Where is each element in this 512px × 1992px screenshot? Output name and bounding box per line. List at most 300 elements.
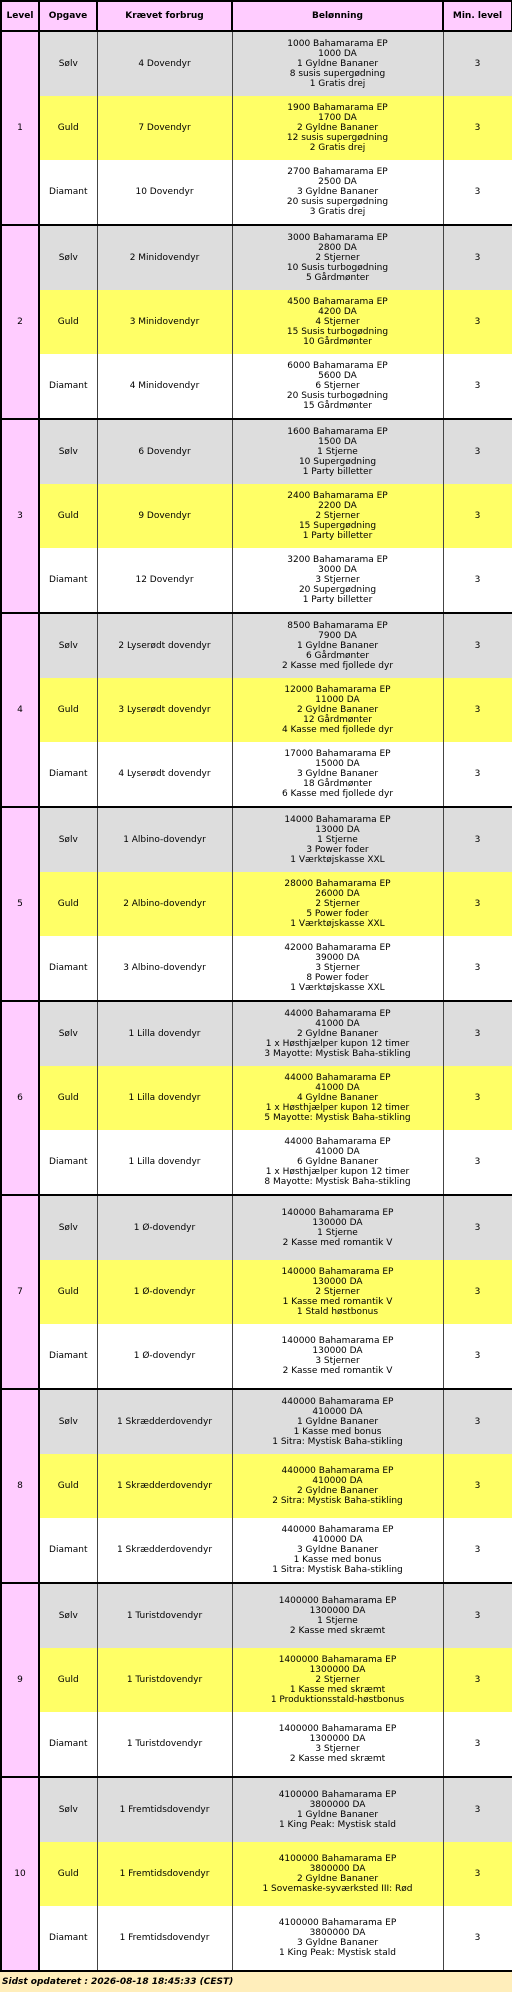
reward-line: 15 Gårdmønter <box>303 401 372 411</box>
required-cell: 1 Skrædderdovendyr <box>97 1518 232 1583</box>
required-cell: 1 Skrædderdovendyr <box>97 1454 232 1518</box>
task-cell: Sølv <box>39 1583 97 1648</box>
reward-cell <box>232 419 443 484</box>
table-row <box>1 1195 512 1260</box>
reward-line: 1 Sitra: Mystisk Baha-stikling <box>272 1437 403 1447</box>
required-cell: 1 Fremtidsdovendyr <box>97 1906 232 1971</box>
reward-line: 3000 DA <box>318 565 357 575</box>
reward-cell <box>232 1648 443 1712</box>
reward-line: 41000 DA <box>315 1019 360 1029</box>
table-row <box>1 1906 512 1971</box>
reward-line: 4100000 Bahamarama EP <box>278 1854 397 1864</box>
reward-line: 1 Party billetter <box>302 467 373 477</box>
header-min-level: Min. level <box>443 1 512 31</box>
level-cell: 10 <box>1 1777 39 1971</box>
reward-line: 4500 Bahamarama EP <box>287 297 388 307</box>
header-required: Krævet forbrug <box>97 1 232 31</box>
reward-line: 17000 Bahamarama EP <box>284 749 391 759</box>
reward-line: 6 Stjerner <box>315 381 360 391</box>
reward-line: 1 Gyldne Bananer <box>296 1417 379 1427</box>
table-row <box>1 1583 512 1648</box>
table-row <box>1 1518 512 1583</box>
reward-cell <box>232 613 443 678</box>
reward-line: 44000 Bahamarama EP <box>284 1009 391 1019</box>
reward-line: 13000 DA <box>315 825 360 835</box>
task-cell: Guld <box>39 1454 97 1518</box>
required-cell: 2 Minidovendyr <box>97 225 232 290</box>
task-cell: Sølv <box>39 1389 97 1454</box>
reward-line: 5 Power foder <box>306 909 369 919</box>
reward-line: 3800000 DA <box>309 1864 366 1874</box>
reward-line: 1 Gyldne Bananer <box>296 59 379 69</box>
min-level-cell: 3 <box>443 484 512 548</box>
reward-line: 1 Sitra: Mystisk Baha-stikling <box>272 1565 403 1575</box>
reward-line: 6 Gyldne Bananer <box>296 1157 379 1167</box>
required-cell: 1 Ø-dovendyr <box>97 1260 232 1324</box>
task-cell: Diamant <box>39 936 97 1001</box>
min-level-cell: 3 <box>443 807 512 872</box>
task-cell: Diamant <box>39 1712 97 1777</box>
min-level-cell: 3 <box>443 1777 512 1842</box>
table-row <box>1 678 512 742</box>
reward-line: 1 Værktøjskasse XXL <box>290 855 385 865</box>
reward-line: 1 Produktionsstald-høstbonus <box>270 1695 405 1705</box>
reward-line: 20 Susis turbogødning <box>286 391 389 401</box>
reward-line: 28000 Bahamarama EP <box>284 879 391 889</box>
task-cell: Sølv <box>39 225 97 290</box>
required-cell: 1 Turistdovendyr <box>97 1712 232 1777</box>
table-body <box>1 31 512 1971</box>
required-cell: 1 Ø-dovendyr <box>97 1195 232 1260</box>
reward-line: 1400000 Bahamarama EP <box>278 1724 397 1734</box>
reward-cell <box>232 678 443 742</box>
level-cell: 4 <box>1 613 39 807</box>
reward-line: 1300000 DA <box>309 1734 366 1744</box>
reward-line: 44000 Bahamarama EP <box>284 1073 391 1083</box>
reward-line: 3 Gyldne Bananer <box>296 1545 379 1555</box>
min-level-cell: 3 <box>443 1066 512 1130</box>
min-level-cell: 3 <box>443 225 512 290</box>
reward-line: 41000 DA <box>315 1147 360 1157</box>
reward-line: 1 King Peak: Mystisk stald <box>278 1820 397 1830</box>
reward-cell <box>232 354 443 419</box>
reward-line: 15 Supergødning <box>298 521 377 531</box>
reward-line: 2 Sitra: Mystisk Baha-stikling <box>272 1496 403 1506</box>
reward-line: 1 Gyldne Bananer <box>296 641 379 651</box>
table-row <box>1 1324 512 1389</box>
reward-cell <box>232 1454 443 1518</box>
reward-line: 1 Kasse med skræmt <box>289 1685 386 1695</box>
reward-line: 1 King Peak: Mystisk stald <box>278 1948 397 1958</box>
reward-line: 2 Stjerner <box>315 899 360 909</box>
reward-line: 12 Gårdmønter <box>303 715 372 725</box>
reward-line: 1 Stjerne <box>317 1228 358 1238</box>
table-row <box>1 936 512 1001</box>
min-level-cell: 3 <box>443 1583 512 1648</box>
reward-cell <box>232 1842 443 1906</box>
level-cell: 9 <box>1 1583 39 1777</box>
reward-line: 130000 DA <box>312 1346 363 1356</box>
table-row <box>1 1389 512 1454</box>
required-cell: 10 Dovendyr <box>97 160 232 225</box>
task-cell: Guld <box>39 290 97 354</box>
min-level-cell: 3 <box>443 1454 512 1518</box>
required-cell: 12 Dovendyr <box>97 548 232 613</box>
task-cell: Guld <box>39 96 97 160</box>
min-level-cell: 3 <box>443 1195 512 1260</box>
reward-line: 15 Susis turbogødning <box>286 327 389 337</box>
required-cell: 3 Minidovendyr <box>97 290 232 354</box>
reward-line: 2800 DA <box>318 243 357 253</box>
min-level-cell: 3 <box>443 96 512 160</box>
reward-line: 1 Stjerne <box>317 835 358 845</box>
min-level-cell: 3 <box>443 1906 512 1971</box>
required-cell: 7 Dovendyr <box>97 96 232 160</box>
reward-line: 410000 DA <box>312 1476 363 1486</box>
min-level-cell: 3 <box>443 936 512 1001</box>
reward-line: 2 Stjerner <box>315 1287 360 1297</box>
min-level-cell: 3 <box>443 872 512 936</box>
reward-line: 1300000 DA <box>309 1606 366 1616</box>
level-cell: 1 <box>1 31 39 225</box>
min-level-cell: 3 <box>443 613 512 678</box>
reward-line: 3800000 DA <box>309 1800 366 1810</box>
reward-line: 410000 DA <box>312 1407 363 1417</box>
table-header-row <box>1 1 512 31</box>
reward-cell <box>232 1130 443 1195</box>
required-cell: 4 Lyserødt dovendyr <box>97 742 232 807</box>
table-row <box>1 1842 512 1906</box>
reward-cell <box>232 31 443 96</box>
reward-line: 8 Mayotte: Mystisk Baha-stikling <box>264 1177 411 1187</box>
reward-line: 20 Supergødning <box>298 585 377 595</box>
table-row <box>1 1777 512 1842</box>
reward-line: 1 Kasse med bonus <box>293 1427 382 1437</box>
task-cell: Sølv <box>39 419 97 484</box>
task-cell: Diamant <box>39 742 97 807</box>
reward-line: 2 Gyldne Bananer <box>296 705 379 715</box>
task-cell: Diamant <box>39 1130 97 1195</box>
reward-line: 3000 Bahamarama EP <box>287 233 388 243</box>
reward-line: 2 Stjerner <box>315 511 360 521</box>
reward-line: 4 Gyldne Bananer <box>296 1093 379 1103</box>
reward-line: 3 Stjerner <box>315 575 360 585</box>
min-level-cell: 3 <box>443 742 512 807</box>
reward-line: 1 x Høsthjælper kupon 12 timer <box>265 1039 410 1049</box>
reward-line: 41000 DA <box>315 1083 360 1093</box>
reward-line: 1 Stjerne <box>317 447 358 457</box>
task-cell: Diamant <box>39 354 97 419</box>
min-level-cell: 3 <box>443 354 512 419</box>
reward-line: 11000 DA <box>315 695 360 705</box>
required-cell: 1 Skrædderdovendyr <box>97 1389 232 1454</box>
reward-line: 2 Kasse med skræmt <box>289 1626 386 1636</box>
table-row <box>1 31 512 96</box>
reward-cell <box>232 1389 443 1454</box>
reward-line: 3 Stjerner <box>315 1356 360 1366</box>
reward-line: 14000 Bahamarama EP <box>284 815 391 825</box>
min-level-cell: 3 <box>443 678 512 742</box>
reward-line: 10 Gårdmønter <box>303 337 372 347</box>
reward-line: 5600 DA <box>318 371 357 381</box>
required-cell: 2 Albino-dovendyr <box>97 872 232 936</box>
task-cell: Diamant <box>39 1518 97 1583</box>
reward-line: 130000 DA <box>312 1277 363 1287</box>
reward-line: 130000 DA <box>312 1218 363 1228</box>
table-row <box>1 872 512 936</box>
task-cell: Guld <box>39 1648 97 1712</box>
table-row <box>1 742 512 807</box>
reward-line: 3 Stjerner <box>315 1744 360 1754</box>
task-cell: Diamant <box>39 1324 97 1389</box>
reward-line: 5 Gårdmønter <box>305 273 370 283</box>
last-updated: Sidst opdateret : 2026-08-18 18:45:33 (CEST) <box>2 1977 234 1987</box>
task-cell: Sølv <box>39 1777 97 1842</box>
reward-line: 6 Kasse med fjollede dyr <box>281 789 394 799</box>
reward-line: 6000 Bahamarama EP <box>287 361 388 371</box>
required-cell: 3 Lyserødt dovendyr <box>97 678 232 742</box>
reward-line: 1 Kasse med bonus <box>293 1555 382 1565</box>
header-level: Level <box>1 1 39 31</box>
required-cell: 1 Lilla dovendyr <box>97 1001 232 1066</box>
reward-line: 1 Kasse med romantik V <box>282 1297 393 1307</box>
reward-cell <box>232 225 443 290</box>
reward-line: 2 Gyldne Bananer <box>296 1874 379 1884</box>
min-level-cell: 3 <box>443 1001 512 1066</box>
min-level-cell: 3 <box>443 31 512 96</box>
reward-cell <box>232 96 443 160</box>
task-cell: Diamant <box>39 160 97 225</box>
required-cell: 1 Turistdovendyr <box>97 1648 232 1712</box>
reward-line: 440000 Bahamarama EP <box>281 1525 394 1535</box>
min-level-cell: 3 <box>443 1389 512 1454</box>
required-cell: 1 Ø-dovendyr <box>97 1324 232 1389</box>
reward-line: 42000 Bahamarama EP <box>284 943 391 953</box>
reward-line: 10 Susis turbogødning <box>286 263 389 273</box>
reward-line: 2 Gyldne Bananer <box>296 1486 379 1496</box>
min-level-cell: 3 <box>443 160 512 225</box>
task-cell: Guld <box>39 484 97 548</box>
reward-line: 44000 Bahamarama EP <box>284 1137 391 1147</box>
required-cell: 1 Fremtidsdovendyr <box>97 1842 232 1906</box>
reward-cell <box>232 1001 443 1066</box>
reward-line: 1 Gyldne Bananer <box>296 1810 379 1820</box>
task-cell: Sølv <box>39 1001 97 1066</box>
task-cell: Guld <box>39 1260 97 1324</box>
task-cell: Sølv <box>39 31 97 96</box>
reward-line: 4200 DA <box>318 307 357 317</box>
reward-line: 2 Gyldne Bananer <box>296 1029 379 1039</box>
reward-cell <box>232 160 443 225</box>
reward-line: 1 Stald høstbonus <box>296 1307 379 1317</box>
reward-line: 1900 Bahamarama EP <box>287 103 388 113</box>
reward-line: 1400000 Bahamarama EP <box>278 1655 397 1665</box>
reward-line: 1 Party billetter <box>302 531 373 541</box>
required-cell: 4 Minidovendyr <box>97 354 232 419</box>
reward-line: 3 Power foder <box>306 845 369 855</box>
reward-line: 1 Sovemaske-syværksted III: Rød <box>262 1884 413 1894</box>
table-row <box>1 354 512 419</box>
task-cell: Sølv <box>39 613 97 678</box>
reward-line: 3 Gyldne Bananer <box>296 187 379 197</box>
level-cell: 8 <box>1 1389 39 1583</box>
reward-line: 410000 DA <box>312 1535 363 1545</box>
reward-line: 8 susis supergødning <box>289 69 386 79</box>
min-level-cell: 3 <box>443 1648 512 1712</box>
reward-cell <box>232 936 443 1001</box>
reward-line: 12 susis supergødning <box>286 133 389 143</box>
reward-line: 2500 DA <box>318 177 357 187</box>
min-level-cell: 3 <box>443 290 512 354</box>
table-row <box>1 1712 512 1777</box>
reward-line: 1 x Høsthjælper kupon 12 timer <box>265 1103 410 1113</box>
min-level-cell: 3 <box>443 1518 512 1583</box>
reward-line: 2 Kasse med romantik V <box>282 1238 393 1248</box>
reward-line: 12000 Bahamarama EP <box>284 685 391 695</box>
table-row <box>1 1130 512 1195</box>
header-reward: Belønning <box>232 1 443 31</box>
reward-line: 1500 DA <box>318 437 357 447</box>
reward-line: 2400 Bahamarama EP <box>287 491 388 501</box>
table-row <box>1 807 512 872</box>
required-cell: 9 Dovendyr <box>97 484 232 548</box>
reward-line: 2700 Bahamarama EP <box>287 167 388 177</box>
min-level-cell: 3 <box>443 1842 512 1906</box>
reward-line: 3200 Bahamarama EP <box>287 555 388 565</box>
reward-cell <box>232 1777 443 1842</box>
level-cell: 5 <box>1 807 39 1001</box>
reward-cell <box>232 548 443 613</box>
reward-line: 1 x Høsthjælper kupon 12 timer <box>265 1167 410 1177</box>
reward-line: 1 Party billetter <box>302 595 373 605</box>
table-row <box>1 1648 512 1712</box>
task-cell: Guld <box>39 1066 97 1130</box>
reward-line: 3 Gratis drej <box>309 207 366 217</box>
reward-line: 2 Kasse med romantik V <box>282 1366 393 1376</box>
reward-line: 26000 DA <box>315 889 360 899</box>
reward-line: 3 Mayotte: Mystisk Baha-stikling <box>264 1049 411 1059</box>
reward-line: 3800000 DA <box>309 1928 366 1938</box>
reward-cell <box>232 1906 443 1971</box>
reward-line: 2 Kasse med skræmt <box>289 1754 386 1764</box>
reward-line: 1700 DA <box>318 113 357 123</box>
task-cell: Guld <box>39 872 97 936</box>
table-row <box>1 160 512 225</box>
reward-cell <box>232 1712 443 1777</box>
reward-line: 2200 DA <box>318 501 357 511</box>
reward-cell <box>232 484 443 548</box>
reward-line: 3 Gyldne Bananer <box>296 769 379 779</box>
required-cell: 6 Dovendyr <box>97 419 232 484</box>
reward-cell <box>232 807 443 872</box>
table-row <box>1 1066 512 1130</box>
reward-line: 4100000 Bahamarama EP <box>278 1918 397 1928</box>
reward-cell <box>232 1583 443 1648</box>
reward-line: 1000 Bahamarama EP <box>287 39 388 49</box>
reward-line: 140000 Bahamarama EP <box>281 1208 394 1218</box>
reward-line: 1400000 Bahamarama EP <box>278 1596 397 1606</box>
task-cell: Diamant <box>39 1906 97 1971</box>
table-row <box>1 1454 512 1518</box>
required-cell: 1 Turistdovendyr <box>97 1583 232 1648</box>
level-cell: 2 <box>1 225 39 419</box>
task-cell: Sølv <box>39 1195 97 1260</box>
reward-cell <box>232 1518 443 1583</box>
table-row <box>1 225 512 290</box>
required-cell: 1 Albino-dovendyr <box>97 807 232 872</box>
reward-line: 10 Supergødning <box>298 457 377 467</box>
reward-line: 5 Mayotte: Mystisk Baha-stikling <box>264 1113 411 1123</box>
reward-line: 2 Kasse med fjollede dyr <box>281 661 394 671</box>
table-row <box>1 1001 512 1066</box>
reward-cell <box>232 872 443 936</box>
required-cell: 3 Albino-dovendyr <box>97 936 232 1001</box>
reward-line: 1 Stjerne <box>317 1616 358 1626</box>
reward-cell <box>232 290 443 354</box>
reward-line: 140000 Bahamarama EP <box>281 1267 394 1277</box>
reward-line: 8 Power foder <box>306 973 369 983</box>
required-cell: 1 Fremtidsdovendyr <box>97 1777 232 1842</box>
min-level-cell: 3 <box>443 419 512 484</box>
required-cell: 1 Lilla dovendyr <box>97 1066 232 1130</box>
reward-line: 140000 Bahamarama EP <box>281 1336 394 1346</box>
reward-cell <box>232 1066 443 1130</box>
reward-line: 1 Gratis drej <box>309 79 366 89</box>
reward-cell <box>232 1195 443 1260</box>
table-row <box>1 613 512 678</box>
header-task: Opgave <box>39 1 97 31</box>
reward-line: 18 Gårdmønter <box>303 779 372 789</box>
level-cell: 7 <box>1 1195 39 1389</box>
min-level-cell: 3 <box>443 1260 512 1324</box>
reward-line: 4 Stjerner <box>315 317 360 327</box>
reward-line: 39000 DA <box>315 953 360 963</box>
task-cell: Diamant <box>39 548 97 613</box>
task-cell: Guld <box>39 1842 97 1906</box>
reward-line: 2 Stjerner <box>315 253 360 263</box>
reward-line: 7900 DA <box>318 631 357 641</box>
reward-line: 20 susis supergødning <box>286 197 389 207</box>
min-level-cell: 3 <box>443 1130 512 1195</box>
table-row <box>1 548 512 613</box>
reward-line: 1600 Bahamarama EP <box>287 427 388 437</box>
reward-line: 440000 Bahamarama EP <box>281 1397 394 1407</box>
reward-line: 2 Gratis drej <box>309 143 366 153</box>
table-row <box>1 419 512 484</box>
reward-line: 3 Stjerner <box>315 963 360 973</box>
reward-line: 4100000 Bahamarama EP <box>278 1790 397 1800</box>
required-cell: 2 Lyserødt dovendyr <box>97 613 232 678</box>
reward-line: 8500 Bahamarama EP <box>287 621 388 631</box>
reward-cell <box>232 1260 443 1324</box>
reward-line: 1300000 DA <box>309 1665 366 1675</box>
reward-line: 6 Gårdmønter <box>305 651 370 661</box>
level-cell: 6 <box>1 1001 39 1195</box>
reward-line: 2 Gyldne Bananer <box>296 123 379 133</box>
reward-cell <box>232 742 443 807</box>
min-level-cell: 3 <box>443 548 512 613</box>
reward-line: 1000 DA <box>318 49 357 59</box>
min-level-cell: 3 <box>443 1324 512 1389</box>
table-row <box>1 1260 512 1324</box>
reward-line: 15000 DA <box>315 759 360 769</box>
reward-line: 3 Gyldne Bananer <box>296 1938 379 1948</box>
table-row <box>1 290 512 354</box>
reward-line: 1 Værktøjskasse XXL <box>290 983 385 993</box>
reward-cell <box>232 1324 443 1389</box>
table-row <box>1 484 512 548</box>
task-cell: Guld <box>39 678 97 742</box>
